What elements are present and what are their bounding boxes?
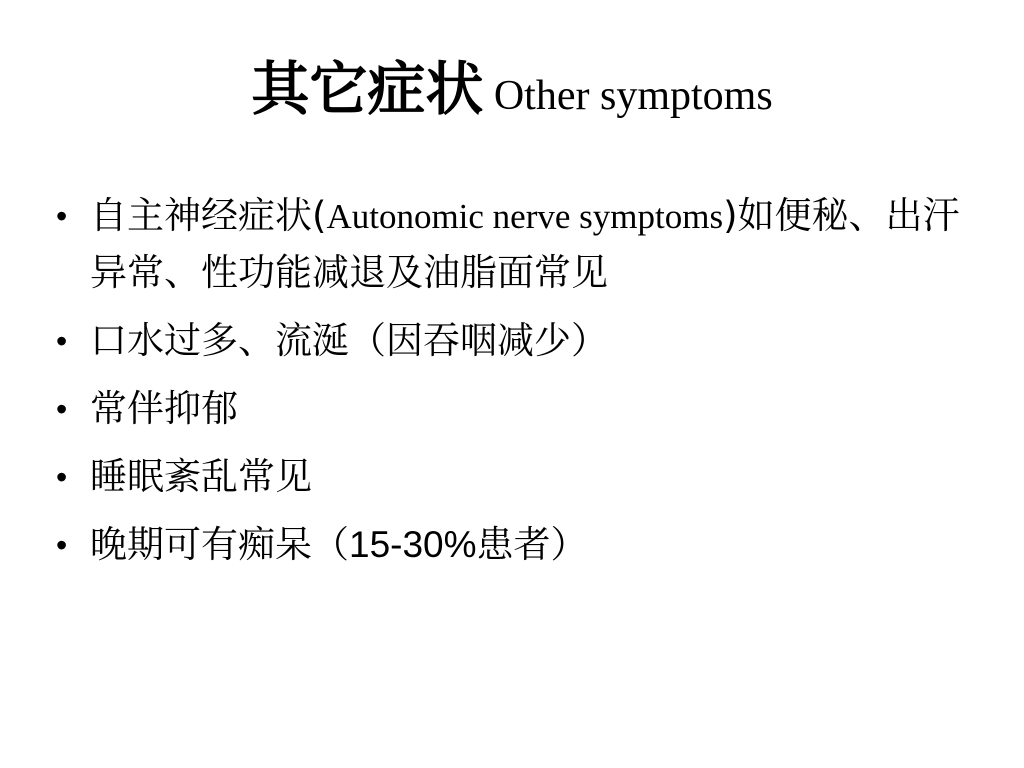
bullet-text-segment: 自主神经症状( bbox=[90, 194, 327, 237]
bullet-text-segment: Autonomic nerve symptoms bbox=[326, 197, 724, 236]
slide-title bbox=[0, 55, 1024, 123]
bullet-dot-icon: • bbox=[56, 459, 68, 495]
bullet-text-segment: 睡眠紊乱常见 bbox=[90, 455, 312, 498]
bullet-item bbox=[50, 381, 970, 437]
bullet-item bbox=[50, 449, 970, 505]
bullet-list bbox=[50, 188, 970, 585]
bullet-dot-icon: • bbox=[56, 323, 68, 359]
bullet-dot-icon: • bbox=[56, 391, 68, 427]
bullet-text-segment: 常伴抑郁 bbox=[90, 387, 238, 430]
bullet-text-segment: 15-30% bbox=[349, 524, 477, 565]
bullet-text-segment: 患者） bbox=[476, 523, 588, 566]
bullet-text-segment: 口水过多、流涎（因吞咽减少） bbox=[90, 319, 608, 362]
title-chinese: 其它症状 bbox=[251, 55, 484, 123]
bullet-item bbox=[50, 517, 970, 573]
bullet-text-segment: )如便秘、出汗异常、性功能减退及油脂面常见 bbox=[90, 194, 960, 294]
title-english bbox=[483, 73, 772, 119]
bullet-item bbox=[50, 188, 970, 301]
title-english-text: Other symptoms bbox=[493, 73, 773, 119]
bullet-text-segment: 晚期可有痴呆（ bbox=[90, 523, 349, 566]
bullet-dot-icon: • bbox=[56, 527, 68, 563]
bullet-item bbox=[50, 313, 970, 369]
bullet-dot-icon: • bbox=[56, 198, 68, 234]
